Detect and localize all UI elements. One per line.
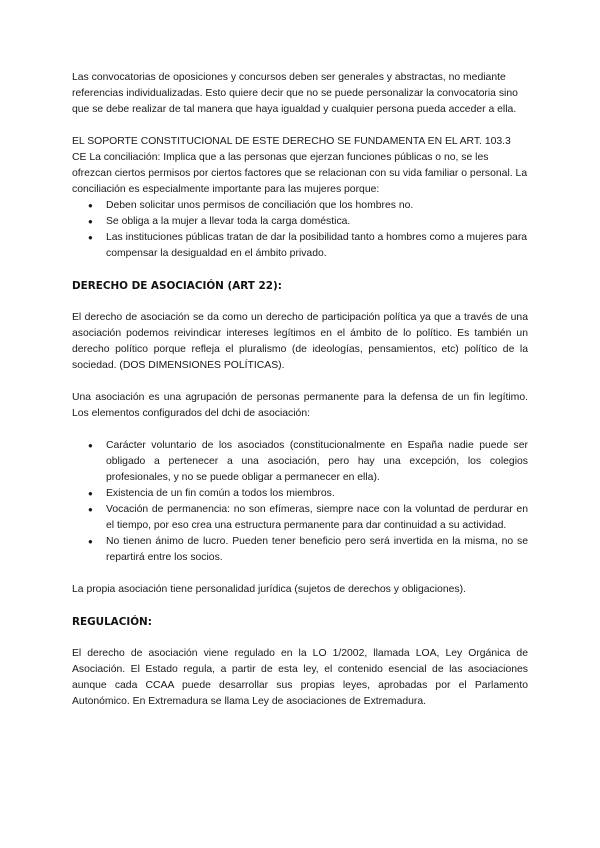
paragraph-convocatorias: Las convocatorias de oposiciones y concursos deben ser generales y abstractas, no mediante referencias individualizadas. Esto quiere decir que no se puede personalizar la convocatoria sino que se debe realizar de tal manera que haya igualdad y cualquier persona pueda acceder a ella.: [72, 72, 518, 115]
paragraph-definicion-asociacion: Una asociación es una agrupación de personas permanente para la defensa de un fin legítimo. Los elementos configurados del dchi de asociación:: [72, 392, 528, 419]
list-item: ● Deben solicitar unos permisos de conciliación que los hombres no.: [72, 198, 528, 214]
list-item: ● Vocación de permanencia: no son efímeras, siempre nace con la voluntad de perdurar en el tiempo, por eso crea una estructura permanente para dar continuidad a su actividad.: [72, 502, 528, 534]
list-item: ● Carácter voluntario de los asociados (constitucionalmente en España nadie puede ser obligado a pertenecer a una asociación, pero hay una excepción, los colegios profesionales, y no se puede obligar a permanecer en ella).: [72, 438, 528, 486]
heading-regulacion: REGULACIÓN:: [72, 616, 152, 628]
list-item: ● Existencia de un fin común a todos los miembros.: [72, 486, 528, 502]
paragraph-derecho-asociacion: El derecho de asociación se da como un derecho de participación política ya que a través de una asociación podemos reivindicar intereses legítimos en el ámbito de lo político. Es también un derecho político porque refleja el pluralismo (de ideologías, pensamientos, etc) político de la sociedad. (DOS DIMENSIONES POLÍTICAS).: [72, 312, 528, 371]
paragraph-regulacion: El derecho de asociación viene regulado en la LO 1/2002, llamada LOA, Ley Orgánica de Asociación. El Estado regula, a partir de esta ley, el contenido esencial de las asociaciones aunque cada CCAA puede desarrollar sus propias leyes, aprobadas por el Parlamento Autonómico. En Extremadura se llama Ley de asociaciones de Extremadura.: [72, 648, 528, 707]
list-item: ● No tienen ánimo de lucro. Pueden tener beneficio pero será invertida en la misma, no se repartirá entre los socios.: [72, 534, 528, 566]
heading-derecho-asociacion: DERECHO DE ASOCIACIÓN (ART 22):: [72, 280, 282, 292]
paragraph-soporte-constitucional: EL SOPORTE CONSTITUCIONAL DE ESTE DERECHO SE FUNDAMENTA EN EL ART. 103.3 CE La conciliación: Implica que a las personas que ejerzan funciones públicas o no, se les ofrezcan ciertos permisos por ciertos factores que se relacionan con su vida familiar o personal. La conciliación es especialmente importante para las mujeres porque:: [72, 136, 528, 195]
paragraph-personalidad-juridica: La propia asociación tiene personalidad jurídica (sujetos de derechos y obligaciones).: [72, 584, 466, 595]
list-conciliacion: [72, 198, 528, 262]
list-item: ● Se obliga a la mujer a llevar toda la carga doméstica.: [72, 214, 528, 230]
list-item: ● Las instituciones públicas tratan de dar la posibilidad tanto a hombres como a mujeres para compensar la desigualdad en el ámbito privado.: [72, 230, 528, 262]
list-elementos: [72, 438, 528, 566]
